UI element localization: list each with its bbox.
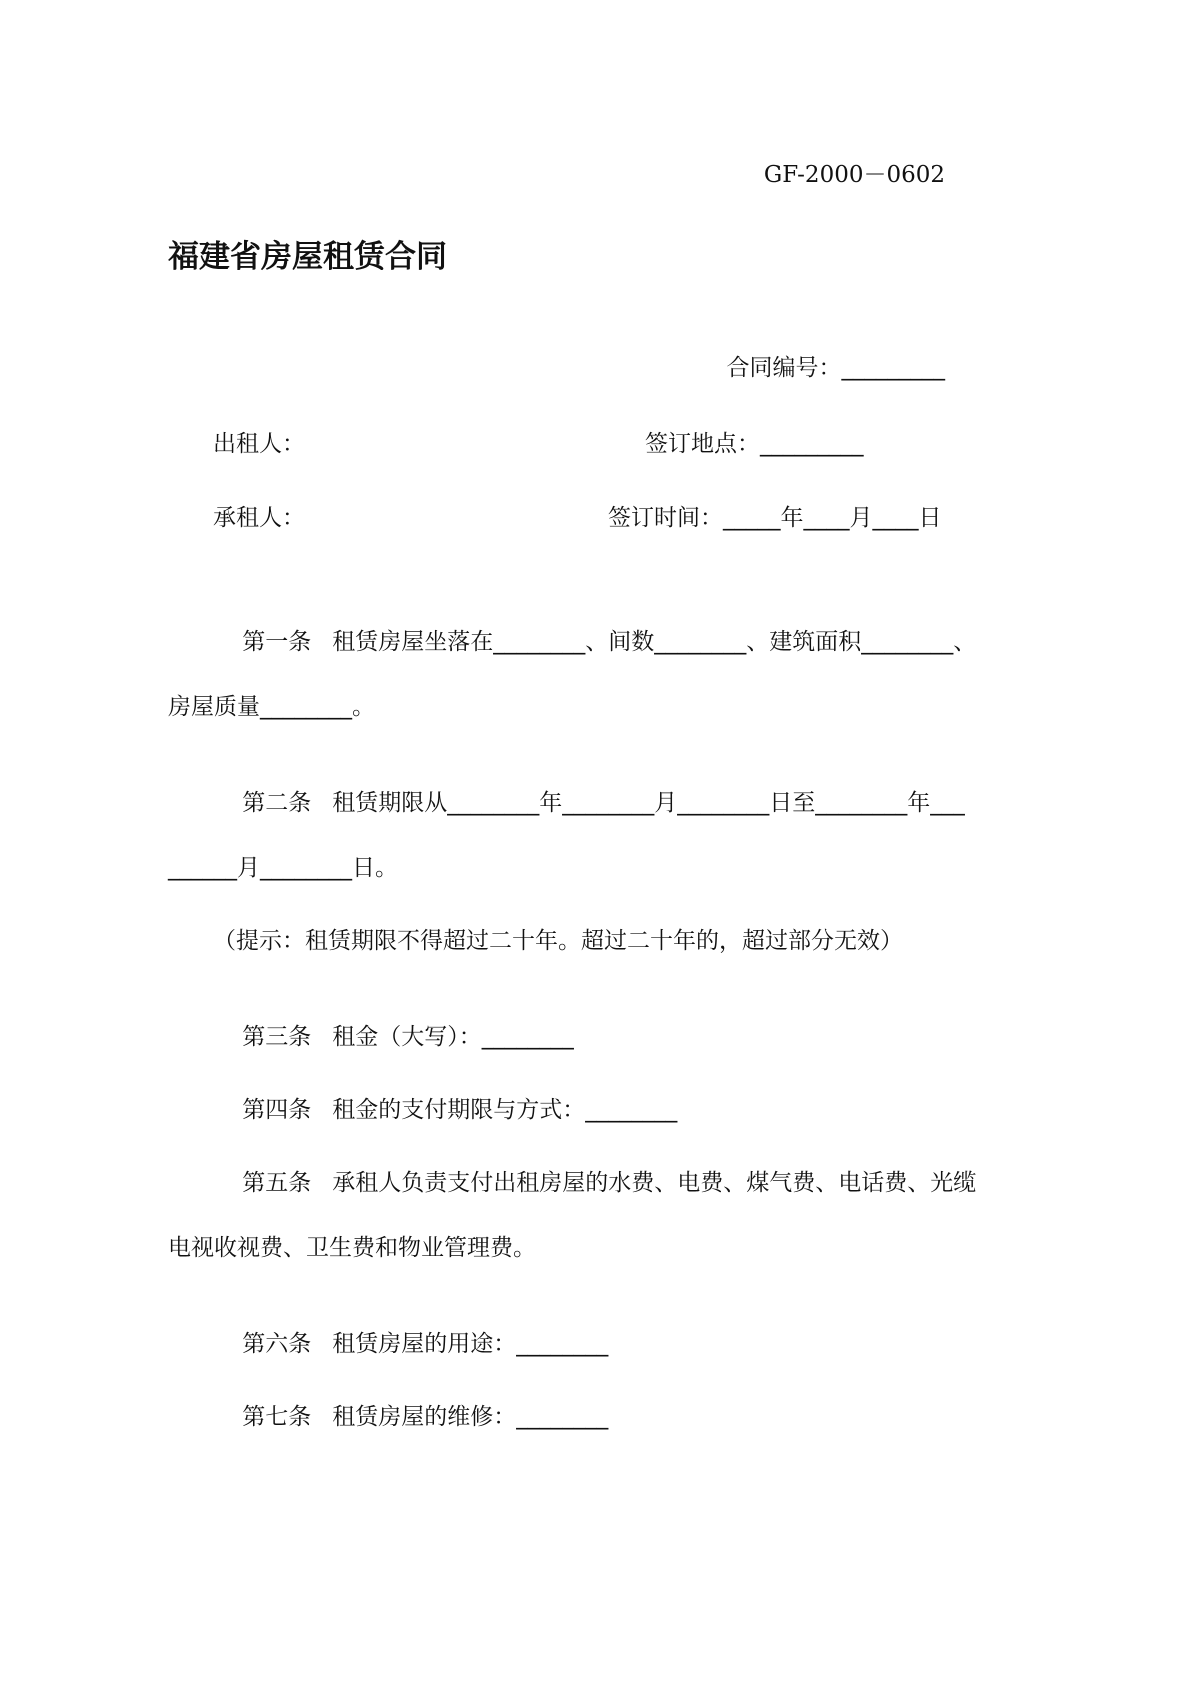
article-3-text: 租金（大写）：________ bbox=[332, 1024, 574, 1050]
article-5-line-2: 电视收视费、卫生费和物业管理费。 bbox=[168, 1235, 536, 1261]
document-code: GF-2000－0602 bbox=[763, 162, 945, 188]
article-6-text: 租赁房屋的用途：________ bbox=[332, 1331, 609, 1357]
article-1-line-2: 房屋质量________。 bbox=[168, 694, 375, 720]
article-2-line-1 bbox=[213, 769, 965, 838]
sign-time-field: 签订时间：_____年____月____日 bbox=[608, 505, 942, 531]
article-1-label: 第一条 bbox=[242, 629, 312, 655]
sign-place-field: 签订地点：_________ bbox=[645, 431, 864, 457]
article-4-label: 第四条 bbox=[242, 1097, 312, 1123]
contract-title: 福建省房屋租赁合同 bbox=[168, 239, 447, 275]
article-4 bbox=[213, 1076, 677, 1145]
lessor-label: 出租人： bbox=[213, 431, 305, 457]
term-tip: （提示：租赁期限不得超过二十年。超过二十年的，超过部分无效） bbox=[213, 928, 903, 954]
article-5-label: 第五条 bbox=[242, 1170, 312, 1196]
article-3 bbox=[213, 1003, 574, 1072]
article-5-line-1 bbox=[213, 1149, 976, 1218]
article-2-label: 第二条 bbox=[242, 790, 312, 816]
article-6-label: 第六条 bbox=[242, 1331, 312, 1357]
article-2-text: 租赁期限从________年________月________日至________年___ bbox=[332, 790, 965, 816]
article-6 bbox=[213, 1310, 608, 1379]
article-7-label: 第七条 bbox=[242, 1404, 312, 1430]
article-7-text: 租赁房屋的维修：________ bbox=[332, 1404, 609, 1430]
article-7 bbox=[213, 1383, 608, 1452]
article-1-line-1 bbox=[213, 608, 976, 677]
article-3-label: 第三条 bbox=[242, 1024, 312, 1050]
article-5-text: 承租人负责支付出租房屋的水费、电费、煤气费、电话费、光缆 bbox=[332, 1170, 977, 1196]
article-2-line-2: ______月________日。 bbox=[168, 855, 398, 881]
article-1-text: 租赁房屋坐落在________、间数________、建筑面积________、 bbox=[332, 629, 977, 655]
article-4-text: 租金的支付期限与方式：________ bbox=[332, 1097, 678, 1123]
lessee-label: 承租人： bbox=[213, 505, 305, 531]
contract-number-field: 合同编号：_________ bbox=[726, 355, 945, 381]
